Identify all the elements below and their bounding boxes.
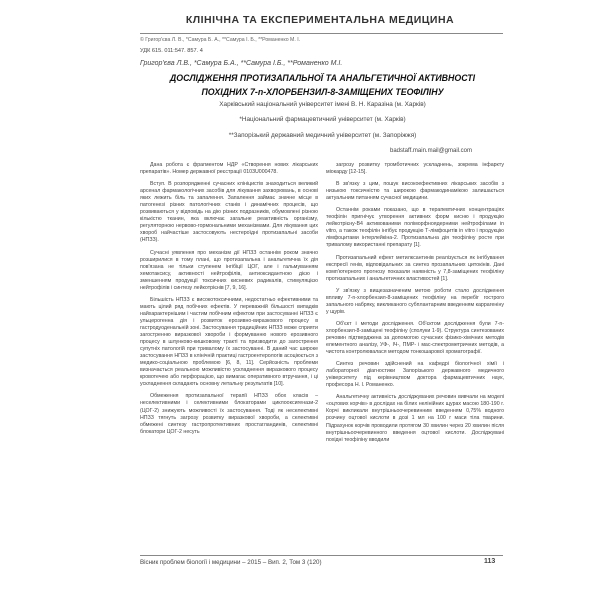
authors-line: Григор'єва Л.В., *Самура Б.А., **Самура І.Б., **Романенко М.І. bbox=[140, 60, 343, 67]
paragraph: Об'єкт і методи дослідження. Об'єктом дослідження були 7-n-хлорбензил-8-заміщені теофіліну (сполуки 1-9). Структура синтезованих речовин підтверджена за допомогою сучасних фізико-хімічних методів елементного аналізу, УФ-, ІЧ-, ПМР- і мас-спектрометричних методів, а чистота контролювалася методом тонкошарової хроматографії. bbox=[326, 320, 504, 356]
journal-section-title: КЛІНІЧНА ТА ЕКСПЕРИМЕНТАЛЬНА МЕДИЦИНА bbox=[185, 14, 455, 26]
paragraph: В зв'язку з цим, пошук високоефективних лікарських засобів з низькою токсичністю та широкою фармакодинамікою залишається актуальним питанням сучасної медицини. bbox=[326, 181, 504, 202]
paragraph: Протизапальний ефект метилксантинів реалізується як інгібування експресії генів, відповідальних за синтез прозапальних цитокінів. Дані комп'ютерного прогнозу показали наявність у 7,8-заміщених теофіліну протизапальних і анальгетичних властивостей [1]. bbox=[326, 254, 504, 282]
right-text-column bbox=[326, 162, 504, 444]
article-title-line-1: ДОСЛІДЖЕННЯ ПРОТИЗАПАЛЬНОЇ ТА АНАЛЬГЕТИЧНОЇ АКТИВНОСТІ bbox=[169, 73, 476, 83]
page-number: 113 bbox=[484, 558, 496, 565]
paragraph: загрозу розвитку тромботичних ускладнень, зокрема інфаркту міокарду [12-15]. bbox=[326, 162, 504, 176]
contact-email: badstaff.main.mail@gmail.com bbox=[390, 148, 473, 154]
paragraph: Анальгетичну активність досліджуваних речовин вивчали на моделі «оцтових корчів» в дослідах на білих нелінійних щурах масою 180-190 г. Корчі викликали внутрішньоочеревинним введенням 0,75% водного розчину оцтової кислоти в дозі 1 мл на 100 г маси тіла тварини. Підрахунок корчів проводили протягом 30 хвилин через 20 хвилин після внутрішньоочеревинного введення оцтової кислоти. Досліджувані похідні теофіліну вводили bbox=[326, 394, 504, 443]
article-title bbox=[140, 71, 505, 99]
udk-code: УДК 615. 011:547. 857. 4 bbox=[140, 48, 203, 54]
paragraph: Дана робота є фрагментом НДР «Створення нових лікарських препаратів». Номер державної реєстрації 0103U000478. bbox=[140, 162, 318, 176]
header-divider bbox=[140, 33, 503, 34]
affiliation-3: **Запорізький державний медичний університет (м. Запоріжжя) bbox=[228, 132, 417, 139]
paragraph: Більшість НПЗЗ є високотоксичними, недостатньо ефективними та мають цілий ряд побічних ефектів. У переважній більшості випадків найхарактернішим і частим побічним ефектом при застосуванні НПЗЗ є ульцерогенна дія і розвиток ерозивно-виразкового процесу в гастродуоденальній зоні. Застосування традиційних НПЗЗ може сприяти загостренню виразкової хвороби і формуванню нового ерозивного процесу в шлунково-кишковому тракті та призводити до загострення супутніх патологій при тривалому їх застосуванні. В даний час широке застосування НПЗЗ в клінічній практиці гастроентерологів асоціюється з медико-соціальною проблемою [6, 8, 11]. Серйозність проблеми визначається реальною можливістю ускладнення виразкового процесу кровотечею або перфорацією, що вимагає оперативного втручання, і ці ускладнення складають основну летальну результатів [10]. bbox=[140, 296, 318, 388]
paragraph: Вступ. В розпорядженні сучасних клініцистів знаходиться великий арсенал фармакологічних засобів для лікування захворювань, в основі яких лежить біль та запалення. Запалення займає значне місце в патогенезі різних патологічних станів і динамічних процесів, що розвиваються у відповідь на дію різних подразників, обумовлені різною кількістю тканин, яка включає загальне реактивність організму, регуляторною нервово-гормональними механізмами. Для лікування цих хвороб найчастіше застосовують нестероїдні протизапальні засоби (НПЗЗ). bbox=[140, 181, 318, 244]
left-text-column bbox=[140, 162, 318, 436]
affiliation-1: Харківський національний університет імені В. Н. Каразіна (м. Харків) bbox=[219, 101, 426, 108]
paragraph: У зв'язку з вищезазначеним метою роботи стало дослідження впливу 7-n-хлорбензил-8-заміщених теофіліну на перебіг гострого запального набряку, викликаного субплантарним введенням каррагеніну у щурів. bbox=[326, 287, 504, 315]
paragraph: Останнім роками показано, що в терапевтичних концентраціях теофілін пригнічує утворення активних форм кисню і продукцію лейкотрієну-В4 активованими поліморфноядерними нейтрофілами in vitro, а також теофілін інгібує продукцію Т-лімфоцитів in vitro і продукцію лімфоцитами інтерлейкіна-2. Протизапальна дія теофіліну росте при тривалому використанні препарату [1]. bbox=[326, 207, 504, 249]
paragraph: Синтез речовин здійснений на кафедрі біологічної хімії і лабораторної діагностики Запорізького державного медичного університету під керівництвом доктора фармацевтичних наук, професора Н. І. Романенко. bbox=[326, 361, 504, 389]
article-title-line-2: ПОХІДНИХ 7-n-ХЛОРБЕНЗИЛ-8-ЗАМІЩЕНИХ ТЕОФІЛІНУ bbox=[201, 87, 444, 97]
affiliation-2: *Національний фармацевтичний університет (м. Харків) bbox=[239, 116, 406, 123]
paragraph: Сучасні уявлення про механізм дії НПЗЗ останнім роком значно розширилися в тому плані, що протизапальна і анальгетична їх дія пов'язана не тільки ступенем інгібіції ЦОГ, але і гальмуванням хемотаксису, активності нейтрофілів, антиоксидантною дією і зменшенням продукції токсичних кисневих радикалів, стимуляцією нейтрофілів і синтезу лейкотрієнів [7, 9, 16]. bbox=[140, 249, 318, 291]
copyright-line: © Григор'єва Л. В., *Самура Б. А., **Самура І. Б., **Романенко М. І. bbox=[140, 37, 301, 43]
journal-footer: Вісник проблем біології і медицини – 2015 – Вип. 2, Том 3 (120) bbox=[140, 559, 322, 566]
paragraph: Обмеження протизапальної терапії НПЗЗ обох класів – неселективними і селективними блокаторами циклооксигенази-2 (ЦОГ-2) знижують можливості їх застосування. Тоді як неселективні НПЗЗ тягнуть загрозу розвитку виразкової хвороби, а селективні обмежені синтезу гастропротективних простагландинів, селективні блокатори ЦОГ-2 несуть bbox=[140, 393, 318, 435]
footer-divider bbox=[140, 555, 503, 556]
